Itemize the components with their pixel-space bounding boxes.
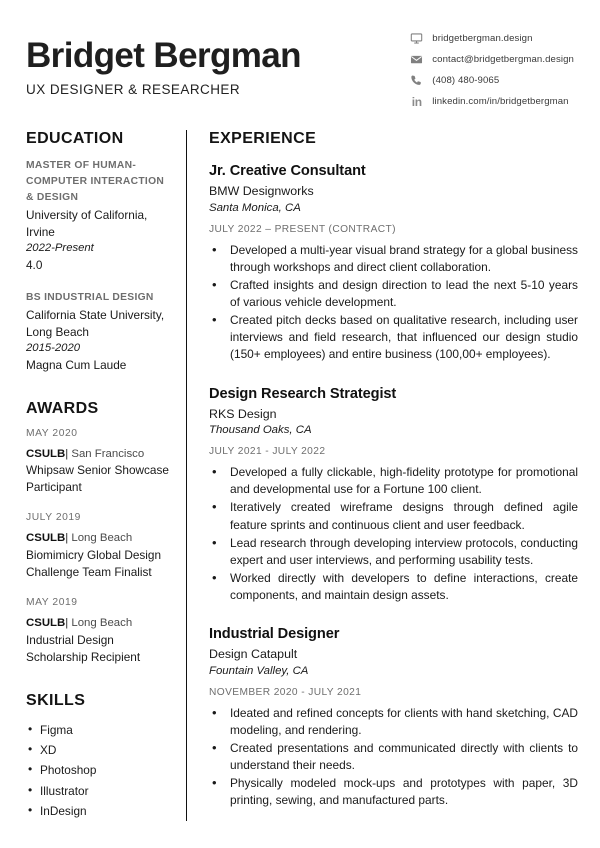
award-separator: | — [65, 617, 69, 630]
envelope-icon — [410, 53, 423, 66]
education-dates: 2015-2020 — [26, 342, 81, 355]
award-city: Long Beach — [71, 617, 133, 630]
award-organization — [26, 615, 174, 632]
contact-item-phone[interactable] — [410, 74, 574, 87]
job-dates: JULY 2022 – PRESENT (CONTRACT) — [209, 223, 396, 235]
list-item: • Developed a fully clickable, high-fidelity prototype for promotional and developmental use for a Fortune 100 client. — [209, 464, 578, 498]
experience-job — [209, 162, 578, 364]
job-company: RKS Design — [209, 406, 277, 421]
award-organization — [26, 446, 174, 463]
job-title: Industrial Designer — [209, 626, 340, 643]
skills-heading: SKILLS — [26, 691, 86, 709]
award-item — [26, 428, 174, 497]
education-dates: 2022-Present — [26, 242, 94, 255]
resume-body — [0, 108, 600, 821]
email-text: contact@bridgetbergman.design — [432, 54, 574, 65]
section-awards — [26, 400, 174, 666]
job-location: Thousand Oaks, CA — [209, 424, 312, 437]
job-dates: JULY 2021 - JULY 2022 — [209, 446, 326, 458]
award-description: Industrial Design Scholarship Recipient — [26, 632, 141, 664]
job-dates: NOVEMBER 2020 - JULY 2021 — [209, 686, 362, 698]
website-text: bridgetbergman.design — [432, 33, 533, 44]
list-item: • Created pitch decks based on qualitative research, including user interviews and field research, that influenced our design studio (150+ employees) and entire business (100,00+ employees). — [209, 312, 578, 363]
contact-list — [410, 28, 574, 108]
list-item: • XD — [26, 740, 174, 760]
award-description: Whipsaw Senior Showcase Participant — [26, 463, 169, 495]
job-company: BMW Designworks — [209, 183, 314, 198]
section-skills — [26, 692, 174, 821]
job-bullet-list — [209, 242, 578, 364]
award-organization — [26, 530, 174, 547]
job-title: Jr. Creative Consultant — [209, 163, 366, 179]
job-bullet-list — [209, 464, 578, 604]
experience-job — [209, 625, 578, 809]
experience-job — [209, 385, 578, 605]
experience-heading: EXPERIENCE — [209, 130, 317, 147]
award-date: JULY 2019 — [26, 512, 81, 524]
list-item: • Photoshop — [26, 760, 174, 780]
list-item: • Created presentations and communicated directly with clients to understand their needs. — [209, 740, 578, 774]
job-location: Fountain Valley, CA — [209, 664, 309, 677]
linkedin-icon: in — [411, 94, 422, 109]
job-location: Santa Monica, CA — [209, 201, 301, 214]
award-item — [26, 512, 174, 581]
identity-block — [26, 28, 301, 97]
education-degree: MASTER OF HUMAN-COMPUTER INTERACTION & DESIGN — [26, 160, 165, 203]
award-date: MAY 2019 — [26, 597, 78, 609]
award-city: Long Beach — [71, 532, 133, 545]
linkedin-text: linkedin.com/in/bridgetbergman — [432, 96, 569, 107]
list-item: • Crafted insights and design direction to lead the next 5-10 years of various vehicle development. — [209, 277, 578, 311]
monitor-icon — [410, 32, 423, 45]
list-item: • Illustrator — [26, 781, 174, 801]
award-org-name: CSULB — [26, 447, 66, 460]
sidebar-column — [26, 130, 186, 821]
education-school: California State University, Long Beach — [26, 307, 165, 339]
list-item: • InDesign — [26, 801, 174, 821]
education-note: Magna Cum Laude — [26, 357, 127, 372]
award-org-name: CSULB — [26, 532, 66, 545]
award-separator: | — [65, 532, 69, 545]
list-item: • Developed a multi-year visual brand strategy for a global business through workshops and direct client collaboration. — [209, 242, 578, 276]
education-note: 4.0 — [26, 257, 43, 272]
education-school: University of California, Irvine — [26, 207, 148, 239]
list-item: • Worked directly with developers to define interactions, create components, and maintain design assets. — [209, 570, 578, 604]
list-item: • Physically modeled mock-ups and prototypes with paper, 3D printing, sewing, and manufactured parts. — [209, 775, 578, 809]
awards-heading: AWARDS — [26, 399, 99, 417]
list-item: • Figma — [26, 720, 174, 740]
list-item: • Ideated and refined concepts for clients with hand sketching, CAD modeling, and rendering. — [209, 705, 578, 739]
resume-header — [0, 0, 600, 108]
award-city: San Francisco — [71, 447, 145, 460]
phone-text: (408) 480-9065 — [432, 75, 500, 86]
contact-item-linkedin[interactable] — [410, 95, 574, 108]
education-degree: BS INDUSTRIAL DESIGN — [26, 291, 154, 303]
job-title: Design Research Strategist — [209, 385, 397, 402]
experience-column — [187, 130, 578, 821]
professional-tagline: UX DESIGNER & RESEARCHER — [26, 81, 241, 97]
section-education — [26, 130, 174, 374]
award-separator: | — [65, 447, 69, 460]
job-company: Design Catapult — [209, 647, 298, 662]
education-item — [26, 158, 174, 274]
skills-list — [26, 720, 174, 821]
list-item: • Iteratively created wireframe designs through defined agile feature sprints and continuous client and user feedback. — [209, 499, 578, 533]
phone-icon — [410, 74, 423, 87]
award-date: MAY 2020 — [26, 427, 78, 439]
contact-item-email[interactable] — [410, 53, 574, 66]
award-description: Biomimicry Global Design Challenge Team Finalist — [26, 548, 162, 580]
contact-item-website[interactable] — [410, 32, 574, 45]
education-heading: EDUCATION — [26, 130, 124, 147]
award-org-name: CSULB — [26, 617, 66, 630]
job-bullet-list — [209, 705, 578, 810]
award-item — [26, 597, 174, 666]
education-item — [26, 290, 174, 374]
list-item: • Lead research through developing interview protocols, conducting expert and user interviews, and performing usability tests. — [209, 535, 578, 569]
page-title: Bridget Bergman — [26, 36, 301, 75]
